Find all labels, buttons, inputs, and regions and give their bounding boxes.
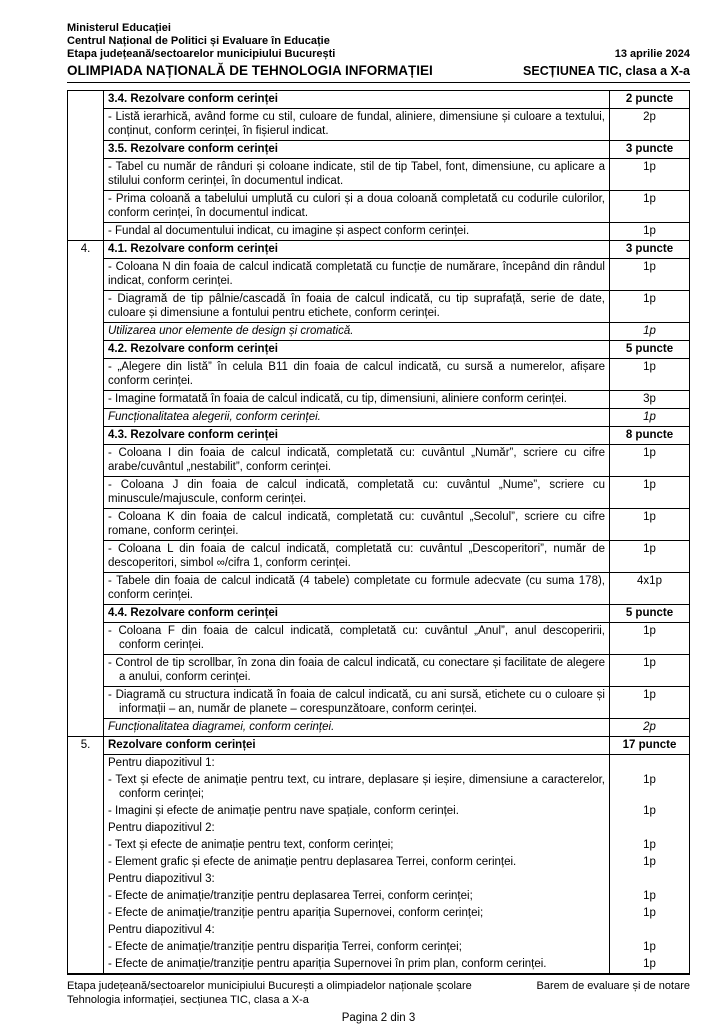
points-cell: 1p bbox=[609, 322, 689, 340]
criterion-text-cell: 4.1. Rezolvare conform cerinței bbox=[104, 240, 609, 258]
points-cell: 1p bbox=[609, 888, 689, 905]
criterion-text-cell: - Coloana F din foaia de calcul indicată, completată cu: cuvântul „Anul”, anul descoperirii, conform cerinței. bbox=[104, 622, 609, 654]
criterion-text-cell: - Imagini și efecte de animație pentru nave spațiale, conform cerinței. bbox=[108, 805, 459, 817]
points-cell: 3p bbox=[609, 390, 689, 408]
section-number-cell bbox=[68, 837, 104, 854]
section-number-cell bbox=[68, 754, 104, 772]
points-cell: 1p bbox=[609, 686, 689, 718]
footer-stage-text: Etapa județeană/sectoarelor municipiului București a olimpiadelor naționale școlare bbox=[67, 980, 472, 992]
points-cell: 1p bbox=[609, 444, 689, 476]
section-number-cell bbox=[68, 622, 104, 654]
section-number-cell bbox=[68, 772, 104, 803]
points-cell: 2 puncte bbox=[609, 91, 689, 108]
points-cell: 17 puncte bbox=[609, 736, 689, 754]
section-number-cell bbox=[68, 444, 104, 476]
points-cell: 1p bbox=[609, 905, 689, 922]
section-number-cell bbox=[68, 572, 104, 604]
olympiad-title: OLIMPIADA NAȚIONALĂ DE TEHNOLOGIA INFORMAȚIEI bbox=[67, 63, 433, 78]
points-cell: 3 puncte bbox=[609, 240, 689, 258]
section-number-cell bbox=[68, 140, 104, 158]
criterion-text-cell: - Fundal al documentului indicat, cu imagine și aspect conform cerinței. bbox=[104, 222, 609, 240]
criterion-text-cell: 3.5. Rezolvare conform cerinței bbox=[104, 140, 609, 158]
page-header bbox=[67, 22, 690, 78]
stage-row bbox=[67, 48, 690, 61]
criterion-text-cell: Pentru diapozitivul 3: bbox=[108, 873, 215, 885]
section-number-cell: 5. bbox=[68, 736, 104, 754]
criterion-text-cell: - Tabel cu număr de rânduri și coloane indicate, stil de tip Tabel, font, dimensiune, cu aplicare a stilului conform cerinței, în documentul indicat. bbox=[104, 158, 609, 190]
criterion-text-cell: 3.4. Rezolvare conform cerinței bbox=[108, 93, 279, 105]
points-cell: 1p bbox=[609, 956, 689, 973]
criterion-text-cell: - Diagramă cu structura indicată în foaia de calcul indicată, cu ani sursă, etichete cu o culoare și informații – an, număr de planete – corespunzătoare, conform cerinței. bbox=[104, 686, 609, 718]
points-cell bbox=[609, 754, 689, 772]
points-cell: 1p bbox=[609, 190, 689, 222]
points-cell: 1p bbox=[609, 508, 689, 540]
section-number-cell bbox=[68, 476, 104, 508]
section-number-cell bbox=[68, 426, 104, 444]
criterion-text-cell: - Control de tip scrollbar, în zona din foaia de calcul indicată, cu conectare și facilitate de alegere a anului, conform cerinței. bbox=[104, 654, 609, 686]
section-number-cell bbox=[68, 686, 104, 718]
points-cell: 1p bbox=[609, 540, 689, 572]
section-number-cell bbox=[68, 340, 104, 358]
points-cell: 1p bbox=[609, 476, 689, 508]
section-number-cell bbox=[68, 956, 104, 973]
section-number-cell bbox=[68, 290, 104, 322]
criterion-text-cell: - Efecte de animație/tranziție pentru apariția Supernovei în prim plan, conform cerinței. bbox=[108, 958, 547, 970]
points-cell: 5 puncte bbox=[609, 604, 689, 622]
section-number-cell bbox=[68, 888, 104, 905]
section-number-cell bbox=[68, 508, 104, 540]
criterion-text-cell: - Coloana L din foaia de calcul indicată, completată cu: cuvântul „Descoperitori”, număr de descoperitori, simbol ∞/cifra 1, conform cerinței. bbox=[104, 540, 609, 572]
criterion-text-cell: - Efecte de animație/tranziție pentru apariția Supernovei, conform cerinței; bbox=[108, 907, 484, 919]
criterion-text-cell: 4.2. Rezolvare conform cerinței bbox=[104, 340, 609, 358]
criterion-text-cell: - Imagine formatată în foaia de calcul indicată, cu tip, dimensiuni, aliniere conform cerinței. bbox=[104, 390, 609, 408]
ministry-line: Ministerul Educației bbox=[67, 22, 171, 34]
criterion-text-cell: - „Alegere din listă” în celula B11 din foaia de calcul indicată, cu sursă a numerelor, afișare conform cerinței. bbox=[104, 358, 609, 390]
criterion-text-cell: - Listă ierarhică, având forme cu stil, culoare de fundal, aliniere, dimensiune și culoare a textului, conținut, conform cerinței, în fișierul indicat. bbox=[104, 108, 609, 140]
section-number-cell bbox=[68, 604, 104, 622]
points-cell: 5 puncte bbox=[609, 340, 689, 358]
criterion-text-cell: - Coloana J din foaia de calcul indicată, completată cu: cuvântul „Nume”, scriere cu minuscule/majuscule, conform cerinței. bbox=[104, 476, 609, 508]
stage-line: Etapa județeană/sectoarelor municipiului București bbox=[67, 48, 336, 60]
section-number-cell bbox=[68, 390, 104, 408]
criterion-text-cell: Funcționalitatea diagramei, conform cerinței. bbox=[104, 718, 609, 736]
footer-subject-text: Tehnologia informației, secțiunea TIC, clasa a X-a bbox=[67, 994, 309, 1006]
criterion-text-cell: - Text și efecte de animație pentru text, cu intrare, deplasare și ieșire, dimensiune a caracterelor, conform cerinței; bbox=[108, 774, 605, 800]
points-cell: 1p bbox=[609, 408, 689, 426]
center-line: Centrul Național de Politici și Evaluare în Educație bbox=[67, 35, 330, 47]
points-cell: 2p bbox=[609, 718, 689, 736]
section-number-cell bbox=[68, 718, 104, 736]
points-cell bbox=[609, 871, 689, 888]
section-number-cell bbox=[68, 158, 104, 190]
section-number-cell bbox=[68, 820, 104, 837]
footer-divider bbox=[67, 974, 690, 975]
section-number-cell bbox=[68, 803, 104, 820]
criterion-text-cell: 4.3. Rezolvare conform cerinței bbox=[104, 426, 609, 444]
criterion-text-cell: - Diagramă de tip pâlnie/cascadă în foaia de calcul indicată, cu tip suprafață, serie de date, culoare și dimensiune a fontului pentru etichete, conform cerinței. bbox=[104, 290, 609, 322]
criterion-text-cell: Pentru diapozitivul 4: bbox=[108, 924, 215, 936]
date-text: 13 aprilie 2024 bbox=[614, 48, 690, 60]
criterion-text-cell: Pentru diapozitivul 2: bbox=[108, 822, 215, 834]
page-number: Pagina 2 din 3 bbox=[341, 1012, 416, 1024]
section-title: SECȚIUNEA TIC, clasa a X-a bbox=[523, 64, 690, 78]
points-cell: 2p bbox=[609, 108, 689, 140]
section-number-cell bbox=[68, 854, 104, 871]
criterion-text-cell: - Efecte de animație/tranziție pentru dispariția Terrei, conform cerinței; bbox=[108, 941, 462, 953]
criterion-text-cell: Pentru diapozitivul 1: bbox=[104, 754, 609, 772]
title-row bbox=[67, 64, 690, 78]
points-cell: 3 puncte bbox=[609, 140, 689, 158]
section-number-cell bbox=[68, 408, 104, 426]
section-number-cell bbox=[68, 222, 104, 240]
section-number-cell bbox=[68, 939, 104, 956]
criterion-text-cell: 4.4. Rezolvare conform cerinței bbox=[104, 604, 609, 622]
points-cell: 1p bbox=[609, 803, 689, 820]
points-cell: 1p bbox=[609, 772, 689, 803]
section-number-cell bbox=[68, 190, 104, 222]
criterion-text-cell: Funcționalitatea alegerii, conform cerinței. bbox=[104, 408, 609, 426]
points-cell: 1p bbox=[609, 854, 689, 871]
points-cell: 1p bbox=[609, 622, 689, 654]
section-number-cell bbox=[68, 540, 104, 572]
criterion-text-cell: - Coloana K din foaia de calcul indicată, completată cu: cuvântul „Secolul”, scriere cu cifre romane, conform cerinței. bbox=[104, 508, 609, 540]
points-cell: 1p bbox=[609, 222, 689, 240]
criterion-text-cell: - Element grafic și efecte de animație pentru deplasarea Terrei, conform cerinței. bbox=[108, 856, 517, 868]
section-number-cell bbox=[68, 905, 104, 922]
points-cell: 1p bbox=[609, 939, 689, 956]
section-number-cell: 4. bbox=[68, 240, 104, 258]
criterion-text-cell: - Coloana N din foaia de calcul indicată completată cu funcție de numărare, începând din rândul indicat, conform cerinței. bbox=[104, 258, 609, 290]
criterion-text-cell: - Tabele din foaia de calcul indicată (4 tabele) completate cu formule adecvate (cu suma 178), conform cerinței. bbox=[104, 572, 609, 604]
section-number-cell bbox=[68, 108, 104, 140]
points-cell: 1p bbox=[609, 258, 689, 290]
criterion-text-cell: - Efecte de animație/tranziție pentru deplasarea Terrei, conform cerinței; bbox=[108, 890, 473, 902]
page-footer bbox=[67, 974, 690, 1025]
points-cell: 1p bbox=[609, 358, 689, 390]
points-cell bbox=[609, 820, 689, 837]
points-cell: 8 puncte bbox=[609, 426, 689, 444]
section-number-cell bbox=[68, 922, 104, 939]
points-cell bbox=[609, 922, 689, 939]
footer-barem-text: Barem de evaluare și de notare bbox=[536, 980, 690, 992]
points-cell: 4x1p bbox=[609, 572, 689, 604]
points-cell: 1p bbox=[609, 837, 689, 854]
criterion-text-cell: Rezolvare conform cerinței bbox=[104, 736, 609, 754]
points-cell: 1p bbox=[609, 290, 689, 322]
section-number-cell bbox=[68, 871, 104, 888]
section-number-cell bbox=[68, 358, 104, 390]
points-cell: 1p bbox=[609, 158, 689, 190]
points-cell: 1p bbox=[609, 654, 689, 686]
rubric-table bbox=[67, 90, 690, 974]
section-number-cell bbox=[68, 654, 104, 686]
criterion-text-cell: - Coloana I din foaia de calcul indicată, completată cu: cuvântul „Număr”, scriere cu cifre arabe/cuvântul „nestabilit”, conform cerinței. bbox=[104, 444, 609, 476]
section-number-cell bbox=[68, 91, 104, 108]
criterion-text-cell: - Prima coloană a tabelului umplută cu culori și a doua coloană completată cu codurile culorilor, conform cerinței, în documentul indicat. bbox=[104, 190, 609, 222]
footer-row-1 bbox=[67, 979, 690, 993]
criterion-text-cell: Utilizarea unor elemente de design și cromatică. bbox=[104, 322, 609, 340]
header-divider bbox=[67, 82, 690, 83]
section-number-cell bbox=[68, 258, 104, 290]
criterion-text-cell: - Text și efecte de animație pentru text, conform cerinței; bbox=[108, 839, 394, 851]
section-number-cell bbox=[68, 322, 104, 340]
